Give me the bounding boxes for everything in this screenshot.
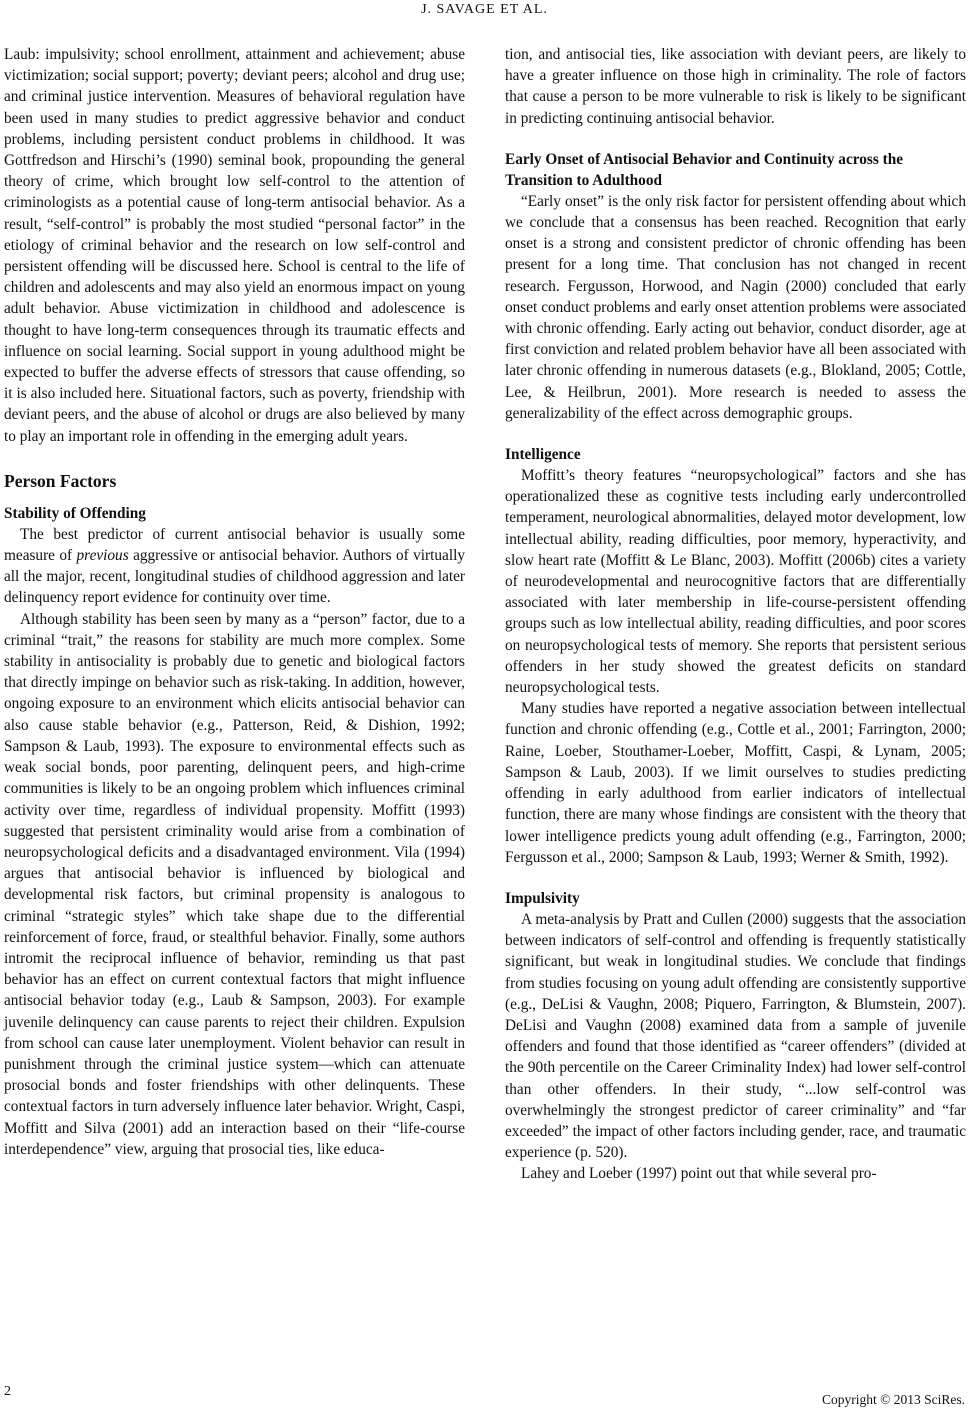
stability-p1-text-b: aggressive or antisocial behavior. Authors of virtually all the major, recent, longitudinal studies of childhood aggression and later delinquency report evidence for continuity over time.	[4, 547, 465, 607]
running-head: J. SAVAGE ET AL.	[421, 2, 548, 17]
impulsivity-paragraph-1: A meta-analysis by Pratt and Cullen (2000) suggests that the association between indicators of self-control and offending is frequently statistically significant, but weak in longitudinal studies. We conclude that findings from studies focusing on young adult offending are consistently supportive (e.g., DeLisi & Vaughn, 2008; Piquero, Farrington, & Blumstein, 2007). DeLisi and Vaughn (2008) examined data from a sample of juvenile offenders and found that those identified as “career offenders” (divided at the 90th percentile on the Career Criminality Index) had lower self-control than other offenders. In their study, “...low self-control was overwhelmingly the strongest predictor of career criminality” and “far exceeded” the impact of other factors including gender, race, and traumatic experience (p. 520).	[505, 910, 966, 1162]
stability-paragraph-2: Although stability has been seen by many as a “person” factor, due to a criminal “trait,” the reasons for stability are much more complex. Some stability in antisociality is probably due to genetic and biological factors that directly impinge on behavior such as risk-taking. In addition, however, ongoing exposure to an environment which elicits antisocial behavior can also cause stable behavior (e.g., Patterson, Reid, & Dishion, 1992; Sampson & Laub, 1993). The exposure to environmental effects such as weak social bonds, poor parenting, delinquent peers, and high-crime communities is likely to be an ongoing problem which influences criminal activity over time, regardless of individual propensity. Moffitt (1993) suggested that persistent criminality would arise from a combination of neuropsychological deficits and a disadvantaged environment. Vila (1994) argues that antisocial behavior is influenced by biological and developmental risk factors, but criminal propensity is analogous to criminal “strategic styles” which take shape due to the differential reinforcement of force, fraud, or stealthful behavior. Finally, some authors intromit the reciprocal influence of behavior, reminding us that past behavior has an effect on current contextual factors that might influence antisocial behavior today (e.g., Laub & Sampson, 2003). For example juvenile delinquency can cause parents to reject their children. Expulsion from school can cause later unemployment. Violent behavior can result in punishment through the criminal justice system—which can attenuate prosocial bonds and foster friendships with other delinquents. These contextual factors in turn adversely influence later behavior. Wright, Caspi, Moffitt and Silva (2001) add an interaction based on their “life-course interdependence” view, arguing that prosocial ties, like educa-	[4, 610, 465, 1158]
page-number: 2	[4, 1384, 11, 1399]
intelligence-paragraph-1: Moffitt’s theory features “neuropsychological” factors and she has operationalized these as cognitive tests including early undercontrolled temperament, neurological abnormalities, delayed motor development, low intellectual ability, reading difficulties, poor memory, hyperactivity, and slow heart rate (Moffitt & Le Blanc, 2003). Moffitt (2006b) cites a variety of neurodevelopmental and neurocognitive factors that are differentially associated with later membership in life-course-persistent offending groups such as low intellectual ability, reading difficulties, and poor scores on neuropsychological tests of memory. She reports that persistent serious offenders in her study showed the greatest deficits on standard neuropsychological tests.	[505, 467, 966, 697]
section-title-person-factors: Person Factors	[4, 470, 117, 491]
subsection-title-early-onset: Early Onset of Antisocial Behavior and Continuity across the Transition to Adulthood	[505, 150, 904, 189]
stability-p1-text-a: The best predictor of current antisocial behavior is usually some measure of	[4, 525, 465, 565]
right-column	[505, 44, 966, 1185]
stability-p1-italic: previous	[76, 547, 129, 565]
intelligence-paragraph-2: Many studies have reported a negative association between intellectual function and chronic offending (e.g., Cottle et al., 2001; Farrington, 2000; Raine, Loeber, Stouthamer-Loeber, Moffitt, Caspi, & Lynam, 2005; Sampson & Laub, 2003). If we limit ourselves to studies predicting offending in early adulthood from earlier indicators of intellectual function, there are many whose findings are consistent with the theory that lower intelligence predicts young adult offending (e.g., Farrington, 2000; Fergusson et al., 2000; Sampson & Laub, 1993; Werner & Smith, 1992).	[505, 700, 966, 866]
subsection-title-stability: Stability of Offending	[4, 504, 146, 522]
left-column	[4, 44, 465, 1160]
copyright-notice: Copyright © 2013 SciRes.	[821, 1392, 965, 1407]
impulsivity-paragraph-2: Lahey and Loeber (1997) point out that while several pro-	[521, 1165, 877, 1183]
continuation-paragraph: tion, and antisocial ties, like association with deviant peers, are likely to have a greater influence on those high in criminality. The role of factors that cause a person to be more vulnerable to risk is likely to be significant in predicting continuing antisocial behavior.	[505, 46, 966, 127]
early-onset-paragraph: “Early onset” is the only risk factor for persistent offending about which we conclude that a consensus has been reached. Recognition that early onset is a strong and consistent predictor of chronic offending has been present for a long time. That conclusion has not changed in recent research. Fergusson, Horwood, and Nagin (2000) concluded that early onset conduct problems and early onset attention problems were associated with chronic offending. Early acting out behavior, conduct disorder, age at first conviction and related problem behavior have all been associated with later chronic offending in numerous datasets (e.g., Blokland, 2005; Cottle, Lee, & Heilbrun, 2001). More research is needed to assess the generalizability of the effect across demographic groups.	[505, 192, 966, 422]
intro-paragraph: Laub: impulsivity; school enrollment, attainment and achievement; abuse victimization; social support; poverty; deviant peers; alcohol and drug use; and criminal justice intervention. Measures of behavioral regulation have been used in many studies to predict aggressive behavior and conduct problems, including persistent conduct problems in childhood. It was Gottfredson and Hirschi’s (1990) seminal book, propounding the general theory of crime, which brought low self-control to the attention of criminologists as a potential cause of long-term antisocial behavior. As a result, “self-control” is probably the most studied “personal factor” in the etiology of criminal behavior and the research on low self-control and persistent offending will be discussed here. School is central to the life of children and adolescents and may also yield an enormous impact on young adult behavior. Abuse victimization in childhood and adolescence is thought to have long-term consequences through its traumatic effects and influence on social learning. Social support in young adulthood might be expected to buffer the adverse effects of stressors that cause offending, so it is also included here. Situational factors, such as poverty, friendship with deviant peers, and the abuse of alcohol or drugs are also believed by many to play an important role in offending in the emerging adult years.	[4, 46, 465, 445]
subsection-title-intelligence: Intelligence	[505, 446, 581, 464]
subsection-title-impulsivity: Impulsivity	[505, 889, 580, 907]
stability-paragraph-1	[4, 524, 465, 609]
